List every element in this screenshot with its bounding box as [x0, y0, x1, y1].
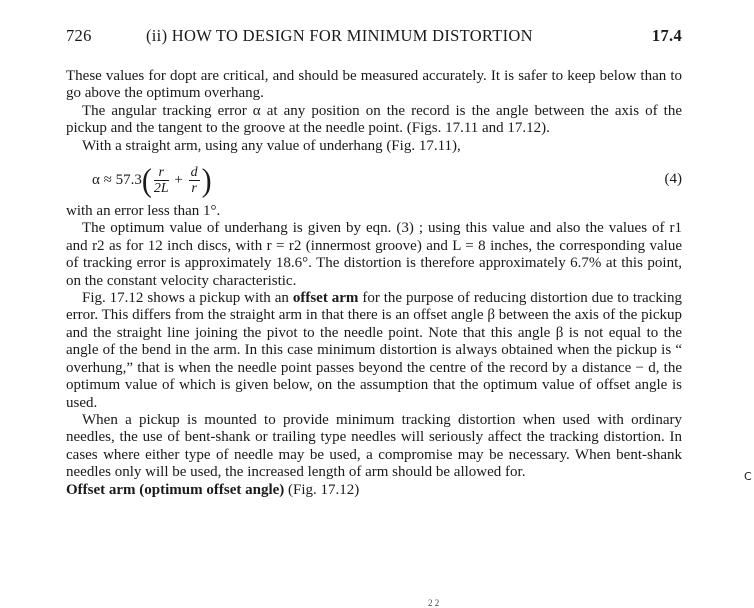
running-header [66, 26, 682, 50]
running-title: (ii) HOW TO DESIGN FOR MINIMUM DISTORTION [146, 26, 533, 45]
fraction-r-over-2L [154, 165, 169, 196]
equation-expression [92, 162, 212, 199]
page-edge-mark: C [744, 470, 752, 483]
paragraph-needle-types: When a pickup is mounted to provide minimum tracking distortion when used with ordinary needles, the use of bent-shank or trailing type needles will seriously affect the tracking distortion. In cases where either type of needle may be used, a compromise may be necessary. When bent-shank needles only will be used, the increased length of arm should be allowed for. [66, 411, 682, 481]
paragraph-offset-arm [66, 290, 682, 412]
section-number: 17.4 [651, 26, 682, 45]
offset-arm-intro: Fig. 17.12 shows a pickup with an [82, 290, 289, 307]
paragraph-optimum-values: These values for dopt are critical, and should be measured accurately. It is safer to keep below than to go above the optimum overhang. [66, 68, 682, 102]
plus-sign: + [174, 171, 183, 188]
fraction-d-over-r [189, 165, 200, 196]
offset-arm-term: offset arm [292, 290, 359, 307]
paragraph-error-bound: with an error less than 1°. [66, 203, 221, 220]
fraction-denominator: r [191, 181, 197, 197]
left-paren: ( [141, 162, 152, 199]
equation-4 [66, 157, 682, 203]
fraction-denominator: 2L [153, 181, 169, 197]
fraction-numerator: d [190, 165, 198, 181]
right-paren: ) [201, 162, 212, 199]
paragraph-tracking-error-definition: The angular tracking error α at any position on the record is the angle between the axis of the pickup and the tangent to the groove at the needle point. (Figs. 17.11 and 17.12). [66, 102, 682, 137]
fraction-numerator: r [154, 165, 169, 181]
equation-number: (4) [664, 171, 682, 188]
paragraph-straight-arm: With a straight arm, using any value of underhang (Fig. 17.11), [82, 137, 461, 154]
equation-lhs: α ≈ 57.3 [92, 171, 142, 188]
subheading-figure-ref: (Fig. 17.12) [288, 481, 360, 498]
page-number: 726 [66, 26, 92, 45]
paragraph-optimum-underhang: The optimum value of underhang is given by eqn. (3) ; using this value and also the values of r1 and r2 as for 12 inch discs, with r = r2 (innermost groove) and L = 8 inches, the corresponding value of tracking error is approximately 18.6°. The distortion is therefore approximately 6.7% at this point, on the constant velocity characteristic. [66, 220, 682, 289]
offset-arm-body: for the purpose of reducing distortion due to tracking error. This differs from the straight arm in that there is an offset angle β between the axis of the pickup and the straight line joining the pivot to the needle point. Note that this angle β is not equal to the angle of the bend in the arm. In this case minimum distortion is always obtained when the pickup is “ overhung,” that is when the needle point passes beyond the centre of the record by a distance − d, the optimum value of which is given below, on the assumption that the optimum value of offset angle is used. [66, 290, 682, 411]
cut-off-next-line: 2 2 [428, 598, 440, 608]
subheading-title: Offset arm (optimum offset angle) [66, 481, 285, 498]
section-subheading [66, 482, 682, 499]
body-text [66, 68, 682, 499]
